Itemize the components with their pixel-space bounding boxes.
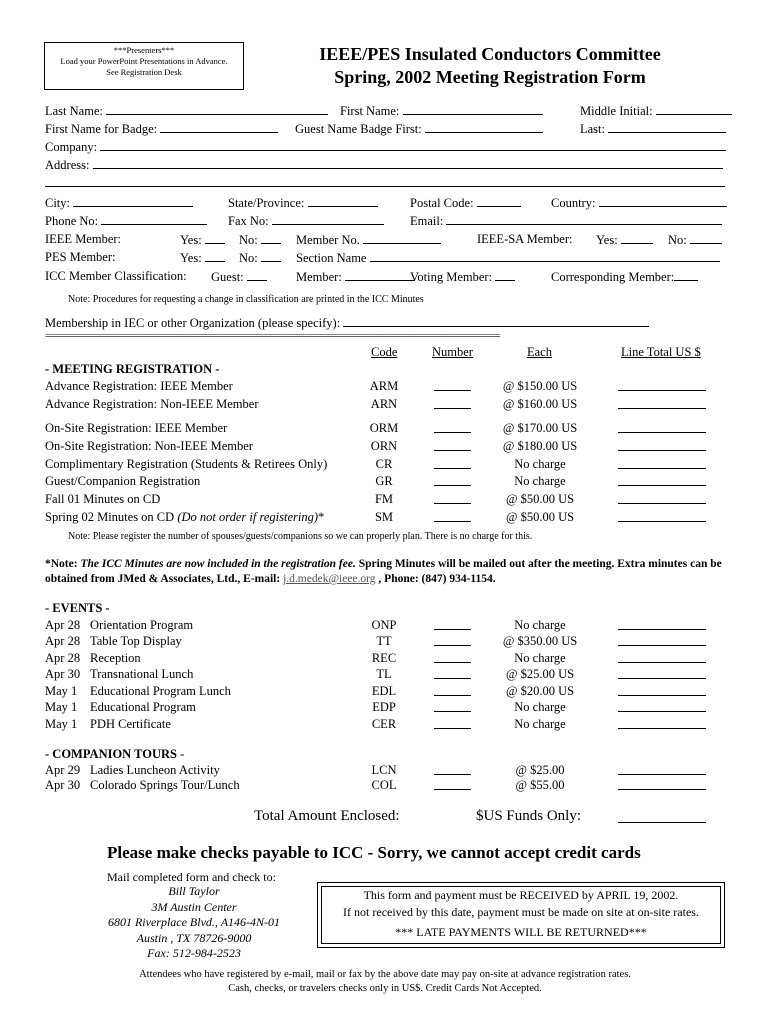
guest-last-label: Last: bbox=[580, 122, 605, 136]
fax-field[interactable] bbox=[228, 213, 384, 229]
number-input[interactable] bbox=[434, 685, 471, 696]
item-description: Complimentary Registration (Students & Retirees Only) bbox=[45, 457, 328, 471]
tour-price: @ $25.00 bbox=[515, 763, 565, 777]
ieee-yes-label: Yes: bbox=[180, 233, 202, 247]
ieee-sa-yes-label: Yes: bbox=[596, 233, 618, 247]
item-code: FM bbox=[374, 492, 394, 506]
line-total-input[interactable] bbox=[618, 619, 706, 630]
middle-initial-label: Middle Initial: bbox=[580, 104, 653, 118]
event-date: May 1 bbox=[45, 717, 78, 731]
event-date: May 1 bbox=[45, 684, 78, 698]
item-code: ARM bbox=[369, 379, 399, 393]
event-description: Transnational Lunch bbox=[90, 667, 194, 681]
number-input[interactable] bbox=[434, 493, 471, 504]
number-input[interactable] bbox=[434, 458, 471, 469]
number-input[interactable] bbox=[434, 475, 471, 486]
item-description: Guest/Companion Registration bbox=[45, 474, 201, 488]
city-field[interactable] bbox=[45, 195, 193, 211]
tours-heading bbox=[45, 747, 184, 762]
event-code: REC bbox=[371, 651, 397, 665]
postal-code-label: Postal Code: bbox=[410, 196, 474, 210]
first-name-field[interactable] bbox=[340, 103, 543, 119]
event-code: TT bbox=[376, 634, 392, 648]
footer-line1: Attendees who have registered by e-mail, mail or fax by the above date may pay on-site at advance registration rates. bbox=[139, 969, 631, 980]
number-input[interactable] bbox=[434, 422, 471, 433]
last-name-label: Last Name: bbox=[45, 104, 103, 118]
item-code: GR bbox=[375, 474, 393, 488]
item-price: No charge bbox=[514, 474, 566, 488]
presenters-box bbox=[44, 42, 244, 90]
country-field[interactable] bbox=[551, 195, 727, 211]
icc-note-line2 bbox=[45, 573, 496, 585]
pes-yes-field[interactable] bbox=[180, 250, 225, 266]
presenters-heading: ***Presenters*** bbox=[113, 45, 175, 55]
event-price: No charge bbox=[514, 651, 566, 665]
line-total-input[interactable] bbox=[618, 652, 706, 663]
email-link[interactable]: j.d.medek@ieee.org bbox=[283, 573, 376, 585]
member-class-label: Member: bbox=[296, 270, 342, 284]
late-payments-line: *** LATE PAYMENTS WILL BE RETURNED*** bbox=[395, 925, 647, 939]
item-description: On-Site Registration: Non-IEEE Member bbox=[45, 439, 253, 453]
event-code: TL bbox=[376, 667, 392, 681]
number-header: Number bbox=[432, 345, 473, 359]
icc-note-phone: , Phone: (847) 934-1154. bbox=[375, 573, 496, 585]
member-no-field[interactable] bbox=[296, 232, 441, 248]
total-amount-input[interactable] bbox=[618, 812, 706, 823]
company-field[interactable] bbox=[45, 139, 726, 155]
ieee-member-label: IEEE Member: bbox=[45, 232, 122, 246]
event-description: Educational Program bbox=[90, 700, 196, 714]
icc-note-prefix: *Note: bbox=[45, 558, 81, 570]
voting-member-field[interactable] bbox=[410, 269, 515, 285]
number-input[interactable] bbox=[434, 764, 471, 775]
separator-line: ================================================================================================== bbox=[45, 331, 500, 342]
tour-date: Apr 29 bbox=[45, 763, 81, 777]
pes-yes-label: Yes: bbox=[180, 251, 202, 265]
deadline-line: This form and payment must be RECEIVED by APRIL 19, 2002. bbox=[363, 888, 679, 902]
item-description: Fall 01 Minutes on CD bbox=[45, 492, 161, 506]
form-title: IEEE/PES Insulated Conductors Committee bbox=[319, 44, 661, 64]
ieee-no-field[interactable] bbox=[239, 232, 281, 248]
number-input[interactable] bbox=[434, 380, 471, 391]
mail-name: Bill Taylor bbox=[168, 884, 220, 898]
item-description-tail: * bbox=[318, 510, 325, 524]
ieee-no-label: No: bbox=[239, 233, 258, 247]
item-code: CR bbox=[375, 457, 393, 471]
email-label: Email: bbox=[410, 214, 444, 228]
each-header: Each bbox=[527, 345, 552, 359]
ieee-sa-member-label: IEEE-SA Member: bbox=[477, 232, 573, 246]
badge-first-name-field[interactable] bbox=[45, 121, 278, 137]
item-code: ORM bbox=[369, 421, 399, 435]
guest-class-label: Guest: bbox=[211, 270, 244, 284]
corresponding-member-field[interactable] bbox=[551, 269, 698, 285]
number-input[interactable] bbox=[434, 511, 471, 522]
phone-field[interactable] bbox=[45, 213, 207, 229]
state-field[interactable] bbox=[228, 195, 378, 211]
city-label: City: bbox=[45, 196, 71, 210]
events-heading: - EVENTS - bbox=[45, 601, 110, 615]
membership-iec-field[interactable] bbox=[45, 315, 649, 331]
presenters-line1: Load your PowerPoint Presentations in Advance. bbox=[60, 56, 228, 66]
ieee-sa-no-label: No: bbox=[668, 233, 687, 247]
country-label: Country: bbox=[551, 196, 596, 210]
badge-first-name-label: First Name for Badge: bbox=[45, 122, 158, 136]
state-label: State/Province: bbox=[228, 196, 305, 210]
line-total-input[interactable] bbox=[618, 635, 706, 646]
event-date: Apr 30 bbox=[45, 667, 81, 681]
event-price: @ $20.00 US bbox=[505, 684, 575, 698]
address-line-2[interactable] bbox=[45, 186, 725, 187]
number-input[interactable] bbox=[434, 619, 471, 630]
event-description: Educational Program Lunch bbox=[90, 684, 231, 698]
member-no-label: Member No. bbox=[296, 233, 360, 247]
section-name-label: Section Name bbox=[296, 251, 367, 265]
event-date: Apr 28 bbox=[45, 651, 81, 665]
event-date: Apr 28 bbox=[45, 634, 81, 648]
phone-label: Phone No: bbox=[45, 214, 99, 228]
item-code: SM bbox=[374, 510, 394, 524]
ieee-yes-field[interactable] bbox=[180, 232, 225, 248]
number-input[interactable] bbox=[434, 652, 471, 663]
address-label: Address: bbox=[45, 158, 90, 172]
line-total-input[interactable] bbox=[618, 440, 706, 451]
icc-note-rest: Spring Minutes will be mailed out after the meeting. Extra minutes can be bbox=[355, 558, 722, 570]
icc-note-line2-text: obtained from JMed & Associates, Ltd., E-mail: bbox=[45, 573, 284, 585]
event-description: Table Top Display bbox=[90, 634, 182, 648]
mail-fax: Fax: 512-984-2523 bbox=[147, 946, 241, 960]
event-code: EDP bbox=[372, 700, 396, 714]
mail-intro: Mail completed form and check to: bbox=[107, 870, 276, 884]
event-description: PDH Certificate bbox=[90, 717, 171, 731]
item-description: Advance Registration: IEEE Member bbox=[45, 379, 233, 393]
event-description: Reception bbox=[90, 651, 141, 665]
event-date: May 1 bbox=[45, 700, 78, 714]
line-total-input[interactable] bbox=[618, 718, 706, 729]
mail-street: 6801 Riverplace Blvd., A146-4N-01 bbox=[107, 915, 281, 929]
middle-initial-field[interactable] bbox=[580, 103, 732, 119]
line-total-input[interactable] bbox=[618, 779, 706, 790]
tours-heading-tail: - bbox=[176, 747, 185, 761]
item-description: Advance Registration: Non-IEEE Member bbox=[45, 397, 259, 411]
funds-label: $US Funds Only: bbox=[476, 808, 582, 824]
membership-iec-label: Membership in IEC or other Organization (please specify): bbox=[45, 316, 341, 330]
icc-note-italic: The ICC Minutes are now included in the registration fee. bbox=[80, 558, 356, 570]
footer-line2: Cash, checks, or travelers checks only in US$. Credit Cards Not Accepted. bbox=[228, 983, 542, 994]
tour-date: Apr 30 bbox=[45, 778, 81, 792]
event-code: CER bbox=[371, 717, 397, 731]
voting-member-label: Voting Member: bbox=[410, 270, 493, 284]
pes-member-label: PES Member: bbox=[45, 250, 116, 264]
checks-payable-notice: Please make checks payable to ICC - Sorry, we cannot accept credit cards bbox=[107, 843, 641, 862]
pes-no-field[interactable] bbox=[239, 250, 281, 266]
number-input[interactable] bbox=[434, 440, 471, 451]
tour-code: COL bbox=[371, 778, 397, 792]
mail-org: 3M Austin Center bbox=[151, 899, 237, 914]
email-field[interactable] bbox=[410, 213, 722, 229]
event-price: @ $350.00 US bbox=[502, 634, 578, 648]
item-code: ORN bbox=[370, 439, 398, 453]
item-price: @ $50.00 US bbox=[505, 492, 575, 506]
line-total-input[interactable] bbox=[618, 493, 706, 504]
form-subtitle: Spring, 2002 Meeting Registration Form bbox=[334, 67, 646, 87]
item-description-text: Spring 02 Minutes on CD bbox=[45, 510, 178, 524]
event-code: EDL bbox=[371, 684, 397, 698]
fax-label: Fax No: bbox=[228, 214, 269, 228]
guest-badge-first-field[interactable] bbox=[295, 121, 543, 137]
guest-class-field[interactable] bbox=[211, 269, 267, 285]
event-price: No charge bbox=[514, 618, 566, 632]
guest-last-field[interactable] bbox=[580, 121, 726, 137]
item-price: @ $150.00 US bbox=[502, 379, 578, 393]
meeting-registration-heading: - MEETING REGISTRATION - bbox=[45, 362, 220, 376]
number-input[interactable] bbox=[434, 398, 471, 409]
address-field[interactable] bbox=[45, 157, 723, 173]
item-code: ARN bbox=[370, 397, 398, 411]
ieee-sa-no-field[interactable] bbox=[668, 232, 722, 248]
tours-heading-text: - COMPANION TOURS bbox=[45, 747, 177, 761]
last-name-field[interactable] bbox=[45, 103, 328, 119]
event-price: No charge bbox=[514, 717, 566, 731]
line-total-input[interactable] bbox=[618, 701, 706, 712]
line-total-input[interactable] bbox=[618, 475, 706, 486]
event-code: ONP bbox=[371, 618, 397, 632]
event-description: Orientation Program bbox=[90, 618, 194, 632]
item-description-italic: (Do not order if registering) bbox=[177, 510, 319, 524]
item-price: @ $160.00 US bbox=[502, 397, 578, 411]
number-input[interactable] bbox=[434, 635, 471, 646]
company-label: Company: bbox=[45, 140, 98, 154]
section-name-field[interactable] bbox=[296, 250, 720, 266]
line-total-input[interactable] bbox=[618, 668, 706, 679]
line-total-input[interactable] bbox=[618, 422, 706, 433]
mail-city: Austin , TX 78726-9000 bbox=[136, 930, 252, 945]
corresponding-member-label: Corresponding Member: bbox=[551, 270, 675, 284]
event-date: Apr 28 bbox=[45, 618, 81, 632]
number-input[interactable] bbox=[434, 718, 471, 729]
number-input[interactable] bbox=[434, 779, 471, 790]
mail-address bbox=[94, 884, 294, 962]
guests-note: Note: Please register the number of spouses/guests/companions so we can properly plan. There is no charge for this. bbox=[68, 531, 533, 542]
icc-class-label: ICC Member Classification: bbox=[45, 269, 187, 283]
onsite-rates-line: If not received by this date, payment must be made on site at on-site rates. bbox=[343, 905, 699, 919]
presenters-line2: See Registration Desk bbox=[106, 67, 182, 77]
event-price: No charge bbox=[514, 700, 566, 714]
line-total-input[interactable] bbox=[618, 685, 706, 696]
item-price: @ $170.00 US bbox=[502, 421, 578, 435]
line-total-input[interactable] bbox=[618, 764, 706, 775]
item-price: @ $180.00 US bbox=[502, 439, 578, 453]
postal-code-field[interactable] bbox=[410, 195, 521, 211]
line-total-input[interactable] bbox=[618, 398, 706, 409]
total-label: Total Amount Enclosed: bbox=[254, 808, 400, 824]
item-description bbox=[45, 510, 324, 525]
item-price: @ $50.00 US bbox=[505, 510, 575, 524]
tour-code: LCN bbox=[371, 763, 397, 777]
event-price: @ $25.00 US bbox=[505, 667, 575, 681]
ieee-sa-yes-field[interactable] bbox=[596, 232, 653, 248]
line-total-input[interactable] bbox=[618, 458, 706, 469]
classification-note: Note: Procedures for requesting a change in classification are printed in the ICC Minutes bbox=[68, 294, 424, 305]
item-price: No charge bbox=[514, 457, 566, 471]
member-class-field[interactable] bbox=[296, 269, 415, 285]
guest-badge-first-label: Guest Name Badge First: bbox=[295, 122, 422, 136]
tour-description: Ladies Luncheon Activity bbox=[90, 763, 220, 777]
code-header: Code bbox=[371, 345, 398, 359]
line-total-input[interactable] bbox=[618, 511, 706, 522]
line-total-input[interactable] bbox=[618, 380, 706, 391]
icc-note-line1 bbox=[45, 558, 722, 570]
tour-description: Colorado Springs Tour/Lunch bbox=[90, 778, 240, 792]
first-name-label: First Name: bbox=[340, 104, 400, 118]
line-total-header: Line Total US $ bbox=[621, 345, 701, 359]
pes-no-label: No: bbox=[239, 251, 258, 265]
number-input[interactable] bbox=[434, 701, 471, 712]
number-input[interactable] bbox=[434, 668, 471, 679]
tour-price: @ $55.00 bbox=[515, 778, 565, 792]
item-description: On-Site Registration: IEEE Member bbox=[45, 421, 228, 435]
deadline-notice-box bbox=[317, 882, 725, 948]
